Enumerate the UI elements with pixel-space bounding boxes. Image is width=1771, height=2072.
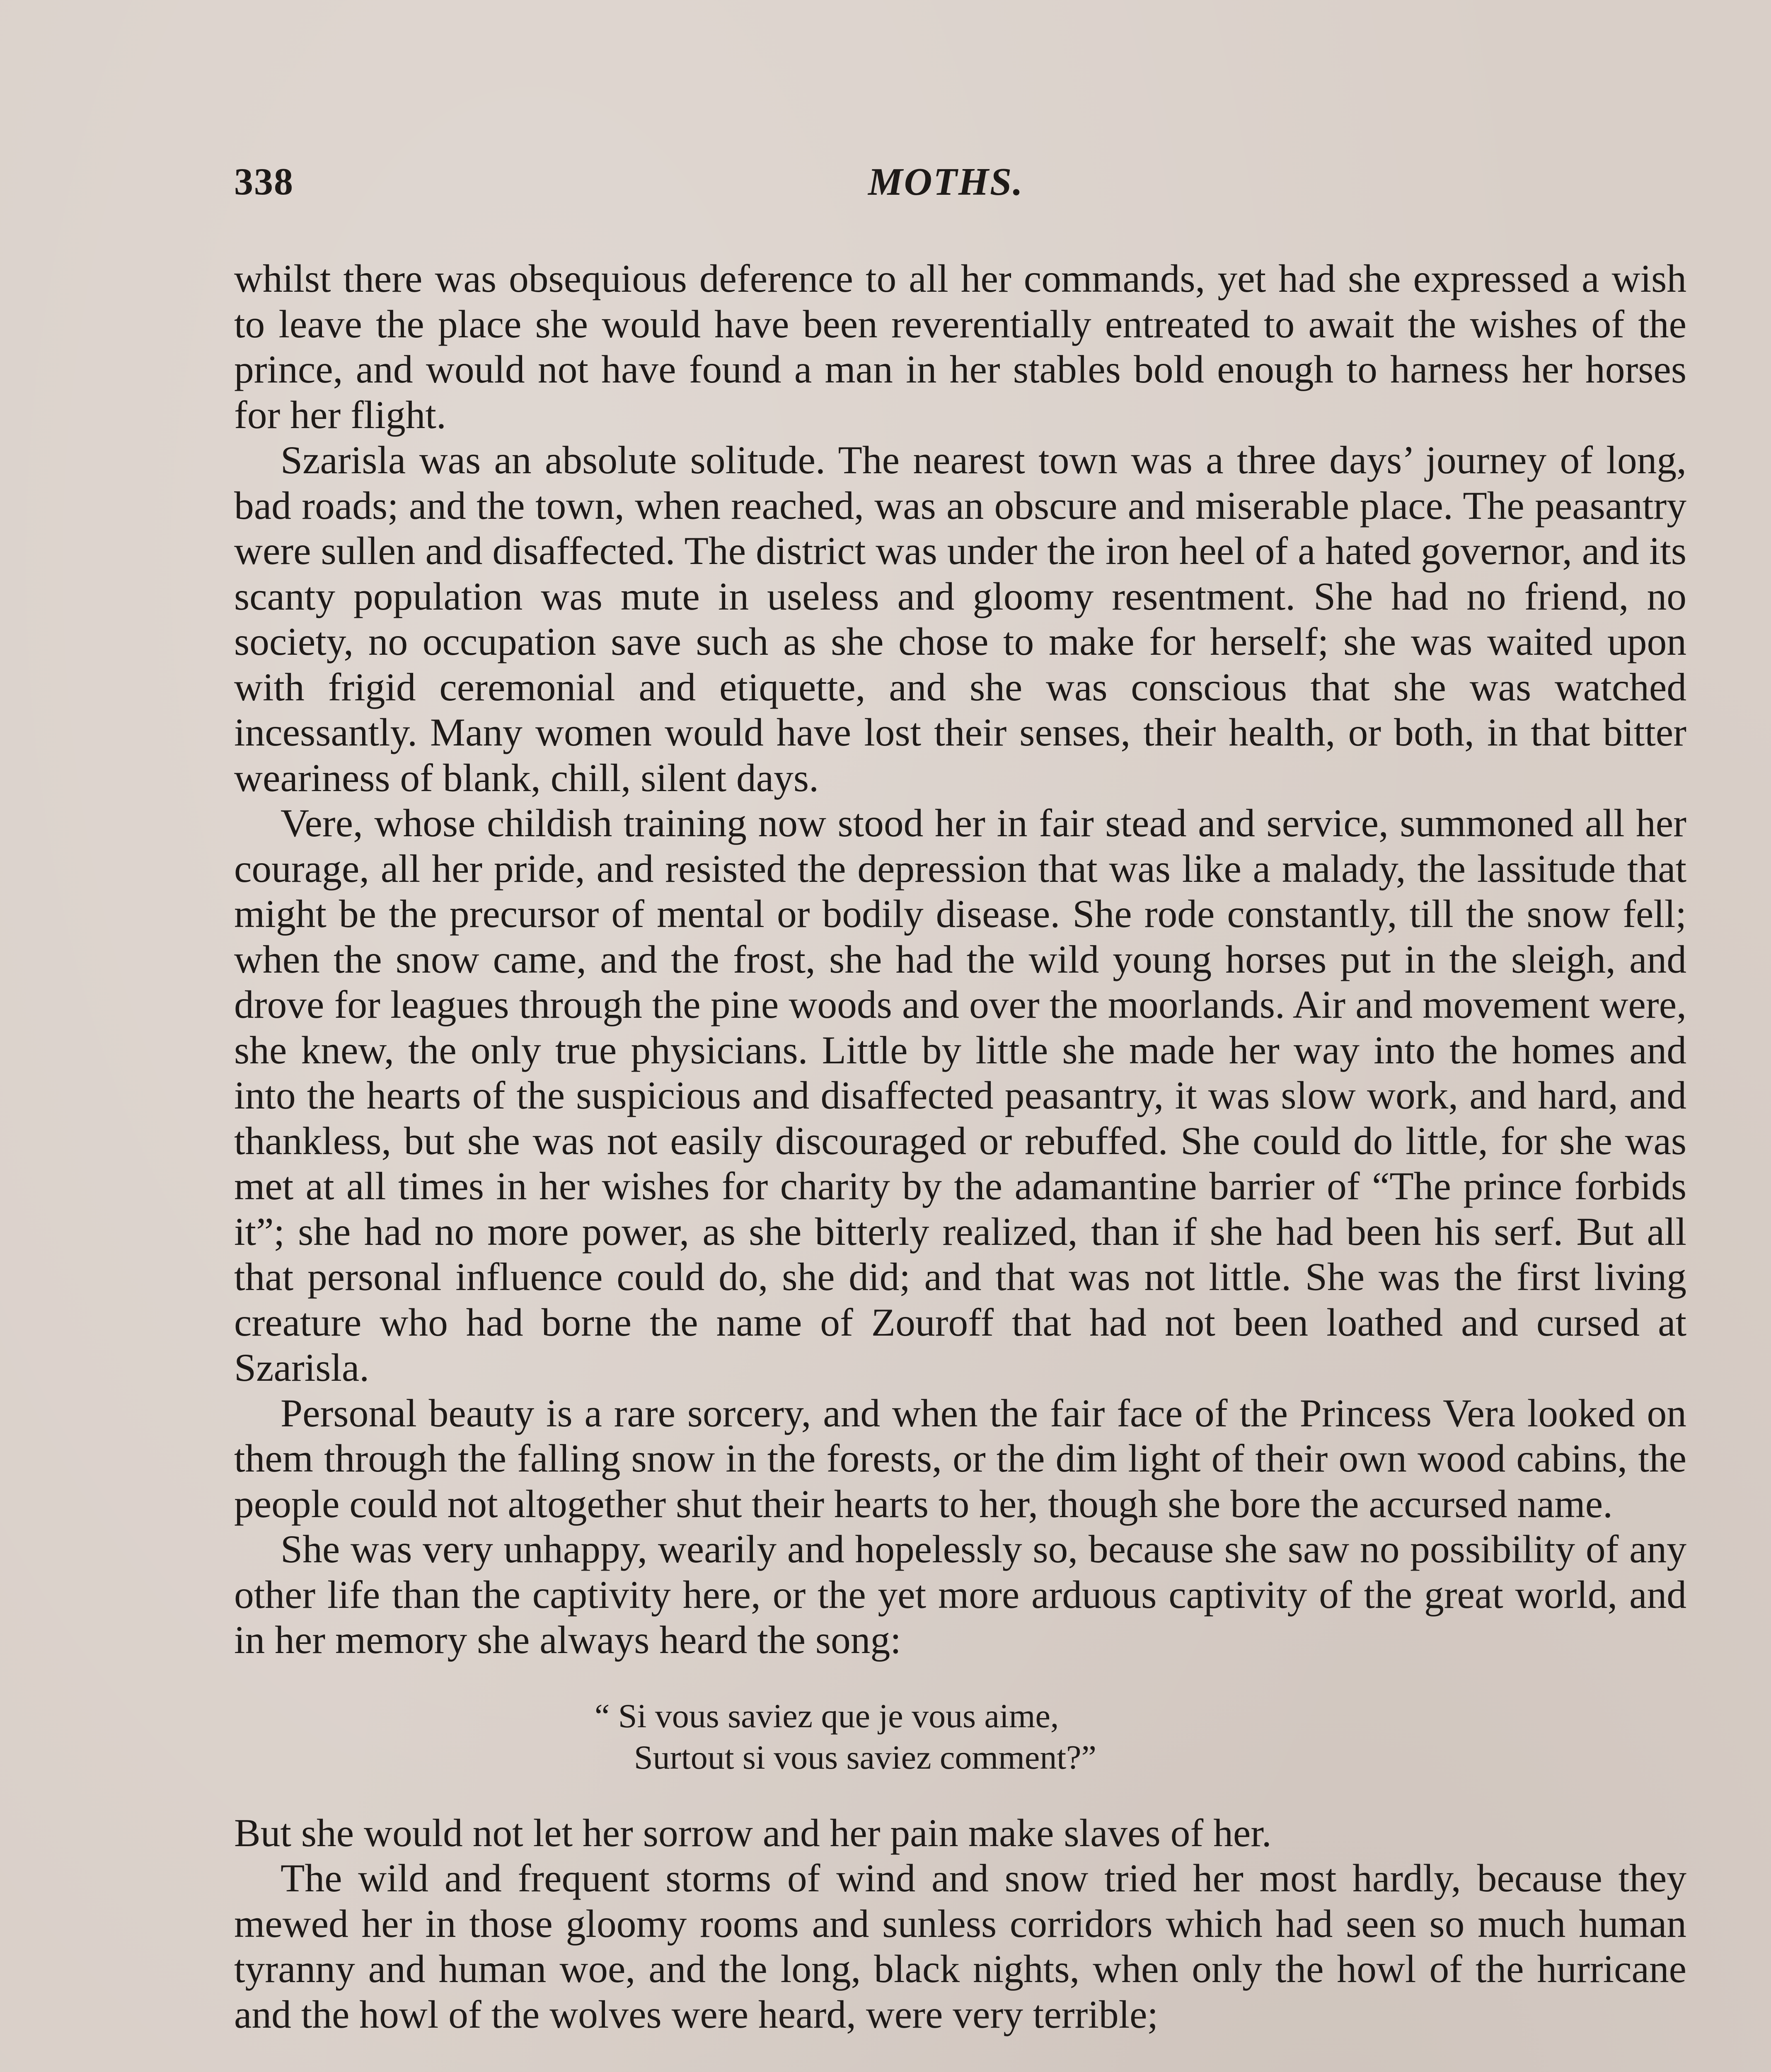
verse-line-2: Surtout si vous saviez comment?” — [634, 1738, 1096, 1776]
paragraph-3: Vere, whose childish training now stood her in fair stead and service, summoned all her courage, all her pride, and resisted the depression that was like a malady, the lassitude that might be the precursor of mental or bodily disease. She rode constantly, till the snow fell; when the snow came, and the frost, she had the wild young horses put in the sleigh, and drove for leagues through the pine woods and over the moorlands. Air and movement were, she knew, the only true physicians. Little by little she made her way into the homes and into the hearts of the suspicious and disaffected peasantry, it was slow work, and hard, and thankless, but she was not easily discouraged or rebuffed. She could do little, for she was met at all times in her wishes for charity by the adamantine barrier of “The prince forbids it”; she had no more power, as she bitterly realized, than if she had been his serf. But all that personal influence could do, she did; and that was not little. She was the first living creature who had borne the name of Zouroff that had not been loathed and cursed at Szarisla. — [234, 801, 1686, 1389]
page-number: 338 — [234, 160, 294, 203]
paragraph-6: But she would not let her sorrow and her pain make slaves of her. — [234, 1811, 1272, 1855]
paragraph-4: Personal beauty is a rare sorcery, and when the fair face of the Princess Vera looked on them through the falling snow in the forests, or the dim light of their own wood cabins, the people could not altogether shut their hearts to her, though she bore the accursed name. — [234, 1391, 1686, 1526]
paragraph-1: whilst there was obsequious deference to all her commands, yet had she expressed a wish to leave the place she would have been reverentially entreated to await the wishes of the prince, and would not have found a man in her stables bold enough to harness her horses for her flight. — [234, 257, 1686, 437]
paragraph-2: Szarisla was an absolute solitude. The nearest town was a three days’ journey of long, bad roads; and the town, when reached, was an obscure and miserable place. The peasantry were sullen and disaffected. The district was under the iron heel of a hated governor, and its scanty population was mute in useless and gloomy resentment. She had no friend, no society, no occupation save such as she chose to make for herself; she was waited upon with frigid ceremonial and etiquette, and she was conscious that she was watched incessantly. Many women would have lost their senses, their health, or both, in that bitter weariness of blank, chill, silent days. — [234, 438, 1686, 800]
paragraph-7: The wild and frequent storms of wind and snow tried her most hardly, because they mewed her in those gloomy rooms and sunless corridors which had seen so much human tyranny and human woe, and the long, black nights, when only the howl of the hurricane and the howl of the wolves were heard, were very terrible; — [234, 1856, 1686, 2036]
verse-quote — [595, 1695, 1686, 1778]
paragraph-5: She was very unhappy, wearily and hopelessly so, because she saw no possibility of any other life than the captivity here, or the yet more arduous captivity of the great world, and in her memory she always heard the song: — [234, 1527, 1686, 1662]
running-title: MOTHS. — [868, 160, 1024, 203]
body-text — [234, 256, 1686, 2037]
running-head — [234, 160, 1684, 213]
verse-line-1: “ Si vous saviez que je vous aime, — [595, 1697, 1059, 1735]
